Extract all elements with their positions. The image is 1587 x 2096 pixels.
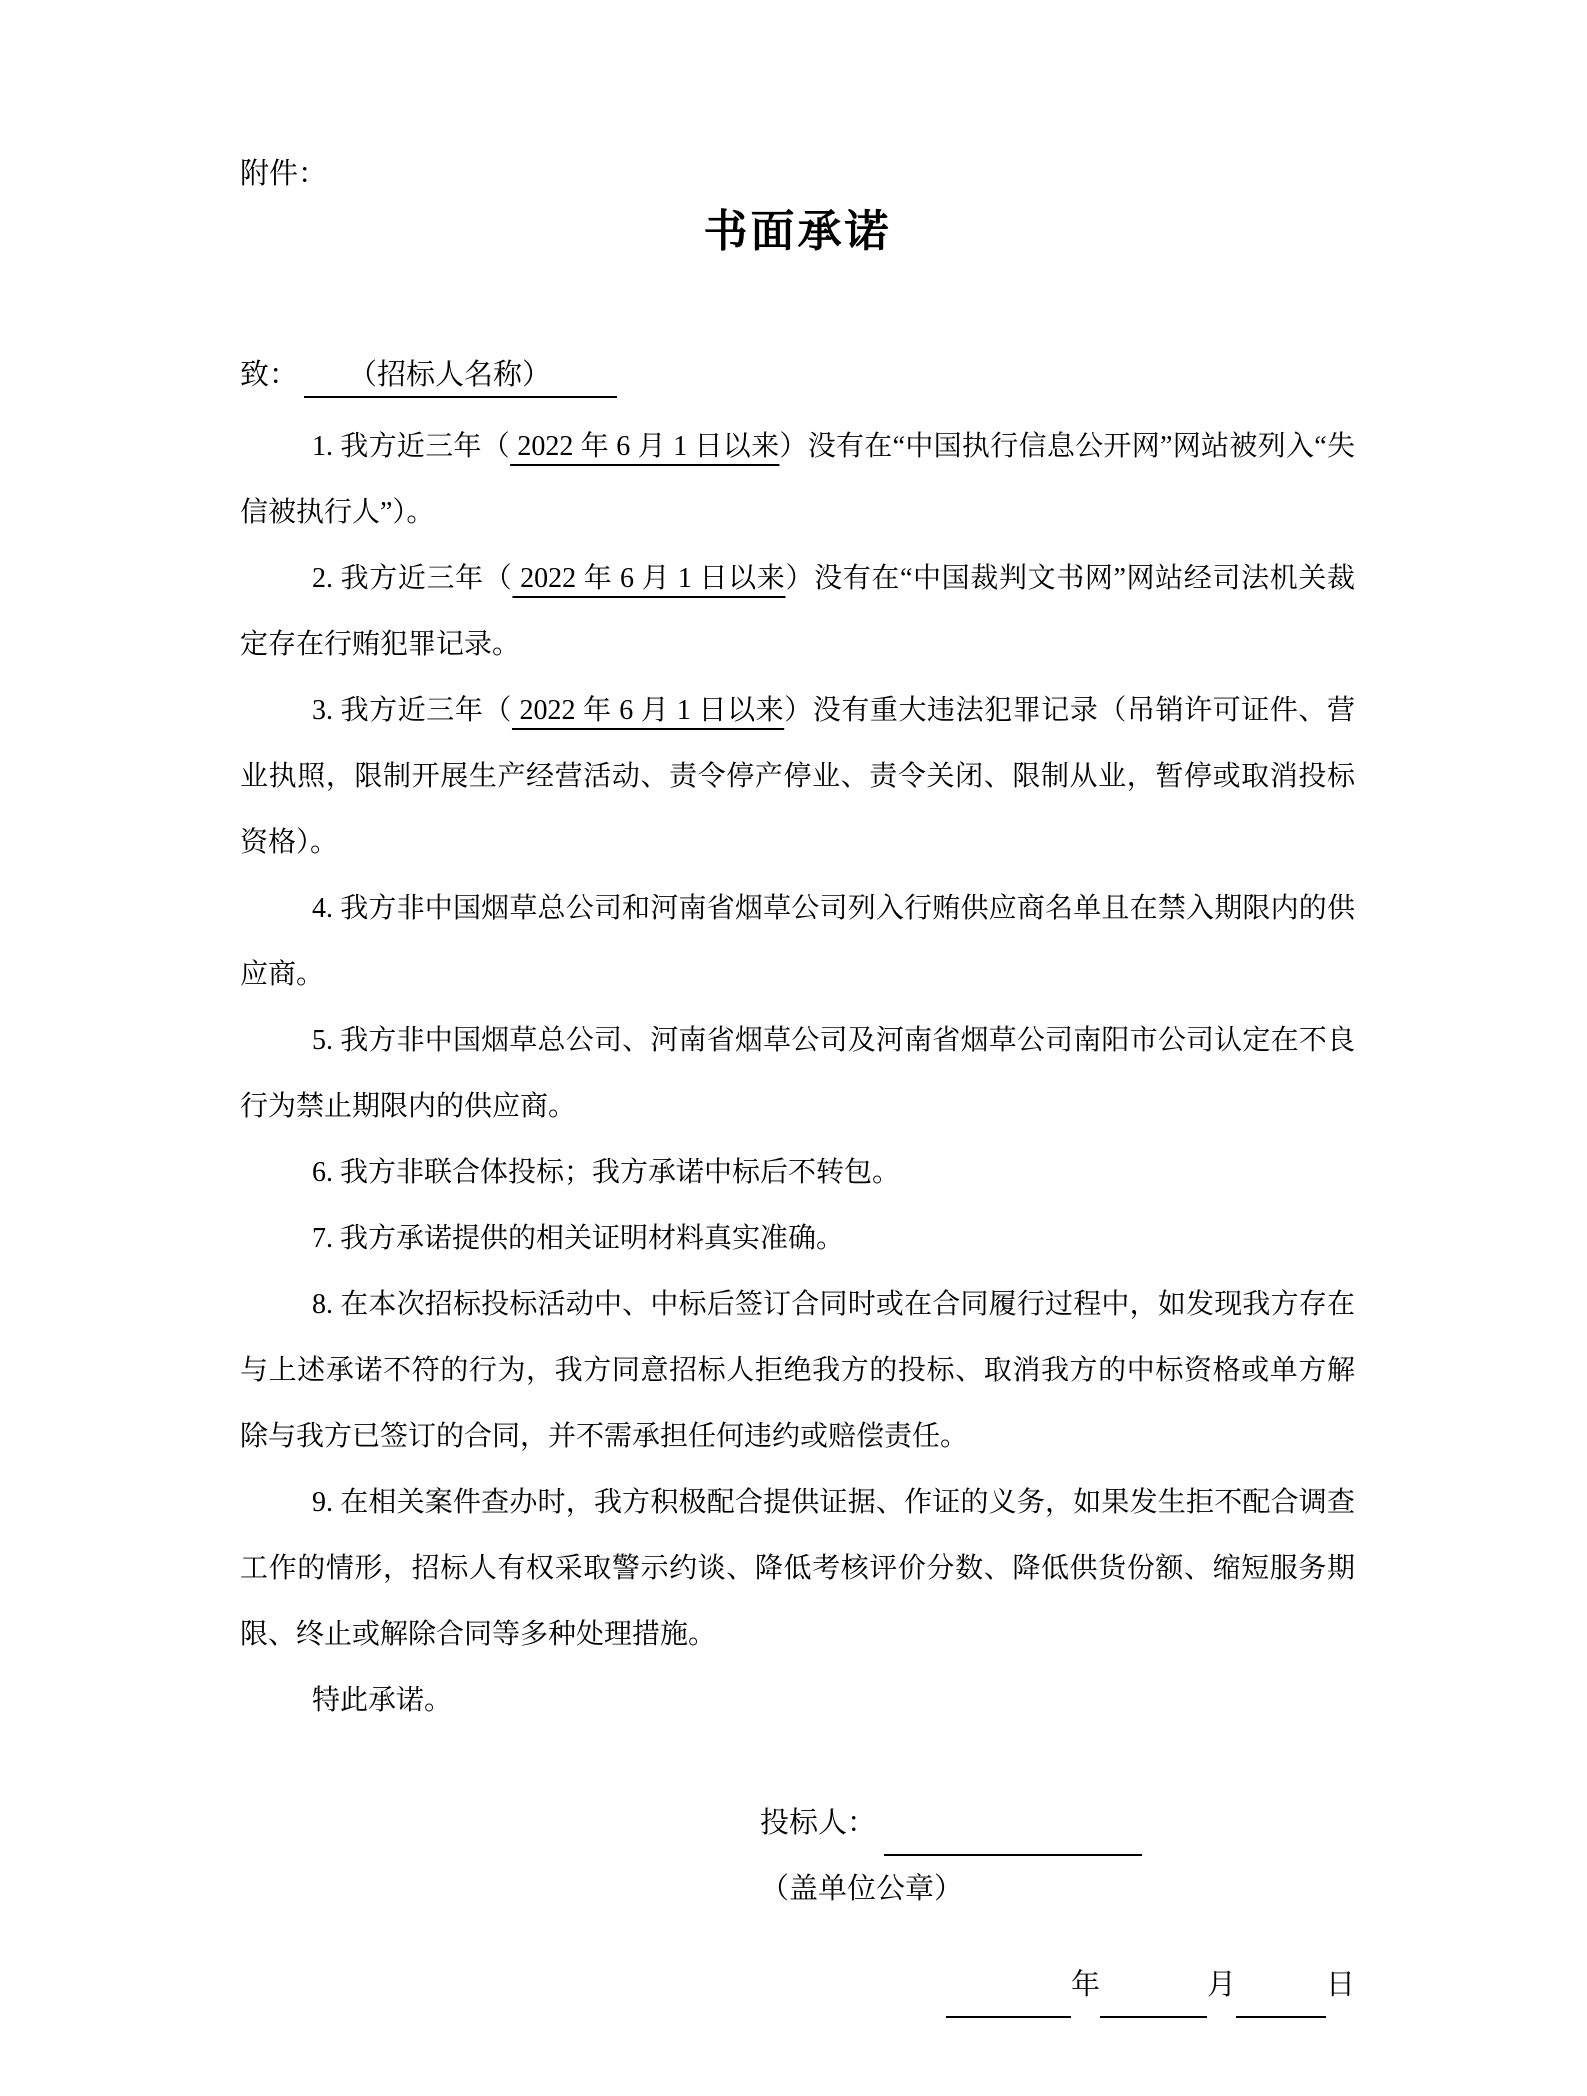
paragraph [240,876,1355,1008]
seal-note: （盖单位公章） [760,1873,964,1905]
document-body [240,414,1355,1668]
paragraph-text: 7. 我方承诺提供的相关证明材料真实准确。 [312,1223,845,1254]
paragraph [240,546,1355,678]
month-label: 月 [1206,1969,1236,2001]
month-blank [1100,1986,1207,2018]
paragraph [240,1008,1355,1140]
date-fill-in: 2022 年 6 月 1 日以来 [510,431,780,462]
year-blank [946,1986,1071,2018]
paragraph-text: 5. 我方非中国烟草总公司、河南省烟草公司及河南省烟草公司南阳市公司认定在不良行为禁止期限内的供应商。 [240,1025,1355,1122]
salutation-line [240,355,1355,398]
year-label: 年 [1070,1969,1100,2001]
paragraph-text: 3. 我方近三年（ [312,695,512,726]
paragraph-text: 6. 我方非联合体投标；我方承诺中标后不转包。 [312,1157,901,1188]
signature-line [240,1790,1355,1922]
paragraph [240,1206,1355,1272]
paragraph [240,1140,1355,1206]
day-blank [1236,1986,1326,2018]
paragraph-text: 8. 在本次招标投标活动中、中标后签订合同时或在合同履行过程中，如发现我方存在与上述承诺不符的行为，我方同意招标人拒绝我方的投标、取消我方的中标资格或单方解除与我方已签订的合同，并不需承担任何违约或赔偿责任。 [240,1289,1355,1452]
paragraph-text: ）没有在“中国执行信息公开网”网站被列入“失信被执行人”）。 [240,431,1355,528]
document-title: 书面承诺 [703,207,892,256]
bidder-name-blank [884,1824,1142,1856]
paragraph [240,1272,1355,1470]
date-line [240,1952,1355,2018]
attachment-label: 附件： [240,158,328,190]
paragraph-text: 9. 在相关案件查办时，我方积极配合提供证据、作证的义务，如果发生拒不配合调查工作的情形，招标人有权采取警示约谈、降低考核评价分数、降低供货份额、缩短服务期限、终止或解除合同等多种处理措施。 [240,1487,1355,1650]
paragraph-text: 4. 我方非中国烟草总公司和河南省烟草公司列入行贿供应商名单且在禁入期限内的供应商。 [240,893,1355,990]
date-fill-in: 2022 年 6 月 1 日以来 [512,563,786,594]
paragraph [240,678,1355,876]
closing-line: 特此承诺。 [312,1685,453,1716]
paragraph [240,414,1355,546]
paragraph [240,1470,1355,1668]
bidder-label: 投标人： [760,1807,877,1839]
paragraph-text: ）没有在“中国裁判文书网”网站经司法机关裁定存在行贿犯罪记录。 [240,563,1355,660]
salutation-blank [304,358,617,398]
paragraph-text: 1. 我方近三年（ [312,431,511,462]
day-label: 日 [1325,1969,1355,2001]
salutation-blank-text: （招标人名称） [348,359,552,391]
date-fill-in: 2022 年 6 月 1 日以来 [511,695,785,726]
document-content [240,156,1355,2018]
paragraph-text: ）没有重大违法犯罪记录（吊销许可证件、营业执照，限制开展生产经营活动、责令停产停业、责令关闭、限制从业，暂停或取消投标资格）。 [240,695,1355,858]
salutation-prefix: 致： [240,359,299,391]
paragraph-text: 2. 我方近三年（ [312,563,513,594]
